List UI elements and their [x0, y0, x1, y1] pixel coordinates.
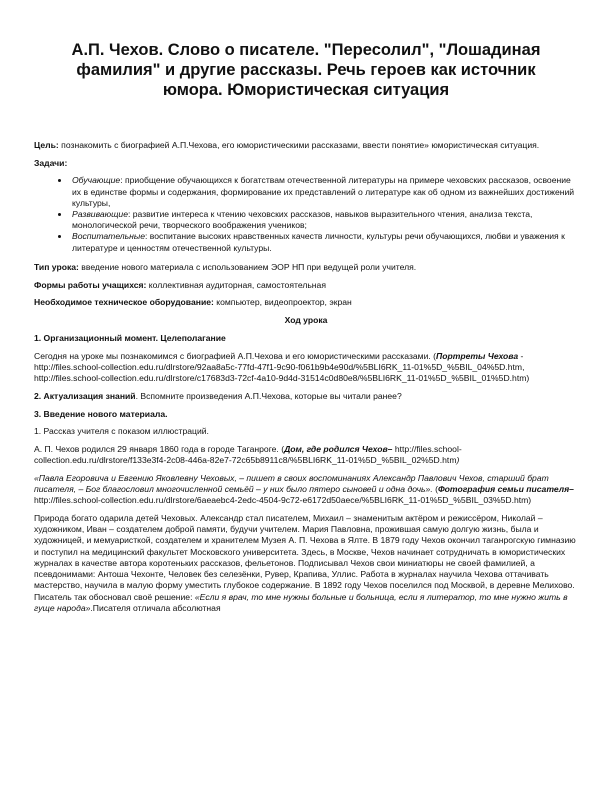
p2-emphasis: Фотография семьи писателя– — [437, 484, 574, 495]
p1-emphasis: Дом, где родился Чехов– — [284, 444, 393, 455]
p2-text-c: http://files.school-collection.edu.ru/dlrstore/6aeaebc4-2edc-4504-9c72-e6172d50aece/%5BLI6RK_11-01%5D_%5BIL_03%5D.htm) — [34, 495, 532, 506]
list-item — [70, 209, 578, 231]
task-term: Развивающие — [72, 209, 128, 220]
lesson-type-label: Тип урока: — [34, 261, 79, 272]
section2-heading: 2. Актуализация знаний — [34, 390, 136, 401]
goal-text: познакомить с биографией А.П.Чехова, его юмористическими рассказами, ввести понятие» юмористическая ситуация. — [58, 140, 540, 150]
list-item — [70, 175, 578, 209]
p2-quote: «Павла Егоровича и Евгению Яковлевну Чеховых, – пишет в своих воспоминаниях Александр Павлович Чехов, старший брат писателя, – Бог благословил многочисленной семьёй – у них было пятеро сыновей и одна дочь». — [34, 472, 549, 495]
section2-text: . Вспомните произведения А.П.Чехова, которые вы читали ранее? — [135, 390, 402, 401]
work-forms-text: коллективная аудиторная, самостоятельная — [146, 279, 326, 290]
section3-heading: 3. Введение нового материала. — [34, 408, 168, 419]
tasks-label: Задачи: — [34, 157, 68, 168]
p3-text-b: .Писателя отличала абсолютная — [90, 602, 221, 613]
section3-p1 — [34, 444, 578, 466]
list-item — [70, 231, 578, 253]
p1-text-c: ) — [456, 455, 460, 466]
work-forms-label: Формы работы учащихся: — [34, 279, 147, 290]
section1-paragraph — [34, 351, 578, 385]
p2-text-b: ( — [432, 484, 438, 495]
section1-heading: 1. Организационный момент. Целеполагание — [34, 333, 226, 344]
equipment-label: Необходимое техническое оборудование: — [34, 297, 214, 308]
p1-text-b: http://files.school-collection.edu.ru/dlrstore/f133e3f4-2c08-446a-82e7-72c65b8911c8/%5BLI6RK_11-01%5D_%5BIL_02%5D.htm — [34, 444, 462, 466]
section3-p3 — [34, 513, 578, 614]
section2-paragraph — [34, 391, 578, 402]
task-term: Обучающие — [72, 175, 121, 186]
page-title: А.П. Чехов. Слово о писателе. "Пересолил", "Лошадиная фамилия" и другие рассказы. Речь героев как источник юмора. Юмористическая ситуация — [71, 41, 541, 99]
p3-quote: «Если я врач, то мне нужны больные и больница, если я литератор, то мне нужно жить в гуще народа» — [34, 591, 568, 613]
lesson-type-text: введение нового материала с использованием ЭОР НП при ведущей роли учителя. — [78, 261, 417, 272]
lesson-type-paragraph — [34, 262, 578, 273]
course-heading: Ход урока — [284, 314, 328, 325]
section1-text-a: Сегодня на уроке мы познакомимся с биографией А.П.Чехова и его юмористическими рассказами. ( — [34, 350, 437, 361]
equipment-paragraph — [34, 297, 578, 308]
task-term: Воспитательные — [72, 231, 146, 242]
goal-label: Цель: — [34, 140, 59, 150]
work-forms-paragraph — [34, 280, 578, 291]
task-text: : воспитание высоких нравственных качеств личности, культуры речи обучающихся, любви и уважения к литературе и ценностям отечественной культуры. — [72, 231, 565, 253]
tasks-list — [34, 175, 578, 253]
p1-text-a: А. П. Чехов родился 29 января 1860 года в городе Таганроге. ( — [34, 444, 285, 455]
goal-paragraph — [34, 140, 578, 151]
section1-text-b: -http://files.school-collection.edu.ru/dlrstore/92aa8a5c-77fd-47f1-9c90-f061b9b4e90d/%5BLI6RK_11-01%5D_%5BIL_04%5D.htm, http://files.school-collection.edu.ru/dlrstore/c17683d3-72cf-4a10-9d4d-31514c0d80e8/%5BLI6RK_11-01%5D_%5BIL_01%5D.htm) — [34, 350, 530, 384]
section1-emphasis: Портреты Чехова — [436, 350, 519, 361]
task-text: : развитие интереса к чтению чеховских рассказов, навыков выразительного чтения, анализа текста, монологической речи, творческого воображения учеников; — [72, 209, 533, 231]
document-body — [34, 140, 578, 614]
document-page — [34, 40, 578, 620]
equipment-text: компьютер, видеопроектор, экран — [213, 297, 352, 308]
section3-sub: 1. Рассказ учителя с показом иллюстраций. — [34, 426, 209, 437]
section3-p2 — [34, 473, 578, 507]
task-text: : приобщение обучающихся к богатствам отечественной литературы на примере чеховских рассказов, освоение их в единстве формы и содержания, формирование их представлений о литературе как об одном из важнейших достижений культуры, — [72, 175, 575, 208]
p3-text-a: Природа богато одарила детей Чеховых. Александр стал писателем, Михаил – знаменитым актёром и режиссёром, Николай – художником, Иван – создателем доброй памяти, будучи учителем. Мария Павловна, прожившая самую долгую жизнь, была и художницей, и мемуаристкой, создателем и хранителем Музея А. П. Чехова в Ялте. В 1879 году Чехов окончил таганрогскую гимназию и поступил на медицинский факультет Московского университета. Здесь, в Москве, Чехов начинает сотрудничать в юмористических журналах в качестве автора коротеньких рассказов, фельетонов. Подписывал Чехов свои миниатюры не своей фамилией, а псевдонимами: Антоша Чехонте, Человек без селезёнки, Рувер, Крапива, Уллис. Работа в журналах научила Чехова оттачивать мастерство, научила в малую форму уместить глубокое содержание. В 1892 году Чехов поселился под Москвой, в деревне Мелихово. Писатель так обосновал своё решение: — [34, 513, 576, 602]
